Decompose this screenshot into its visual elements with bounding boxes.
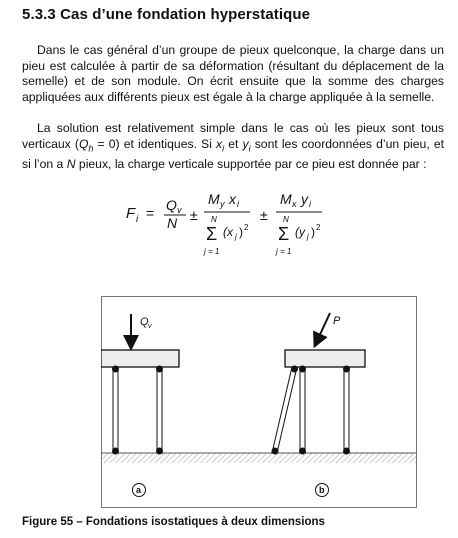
hinge-b-middle-top bbox=[299, 366, 306, 373]
term3-denominator-var: (y bbox=[295, 225, 305, 239]
pile-a-right bbox=[157, 367, 162, 453]
pile-b-middle bbox=[300, 367, 305, 453]
term2-denominator-exp: 2 bbox=[244, 223, 249, 232]
term2-numerator-x: x bbox=[229, 191, 236, 207]
hinge-a-right-top bbox=[156, 366, 163, 373]
term2-denominator-sub: j bbox=[235, 232, 237, 241]
hinge-b-right-bottom bbox=[343, 448, 350, 455]
term1-numerator: Q bbox=[166, 197, 177, 213]
term2-numerator-m-sub: y bbox=[220, 199, 225, 209]
figure-caption: Figure 55 – Fondations isostatiques à deux dimensions bbox=[22, 516, 325, 528]
hinge-a-right-bottom bbox=[156, 448, 163, 455]
hinge-b-right-top bbox=[343, 366, 350, 373]
formula-lhs: F bbox=[126, 205, 136, 222]
term3-numerator-m-sub: x bbox=[292, 199, 297, 209]
term3-sum-lower: j = 1 bbox=[276, 247, 292, 256]
term3-numerator-y-sub: i bbox=[309, 199, 311, 209]
hinge-a-left-top bbox=[112, 366, 119, 373]
hinge-b-inclined-top bbox=[291, 366, 298, 373]
term2-sum-lower: j = 1 bbox=[204, 247, 220, 256]
hinge-b-inclined-bottom bbox=[272, 448, 279, 455]
section-heading: 5.3.3 Cas d’une fondation hyperstatique bbox=[22, 6, 311, 23]
plus-minus-2: ± bbox=[260, 207, 268, 223]
term3-denominator-close: ) bbox=[311, 225, 315, 239]
paragraph-1: Dans le cas général d’un groupe de pieux quelconque, la charge dans un pieu est calculée à partir de sa déformation (résultant du déplacement de la semelle) et de son module. On écrit ensuite que la somme des charges appliquées aux différents pieux est égale à la charge appliquée à la semelle. bbox=[22, 43, 444, 104]
hinge-b-middle-bottom bbox=[299, 448, 306, 455]
load-formula bbox=[126, 188, 366, 264]
pile-cap-a bbox=[101, 350, 179, 367]
term2-denominator-close: ) bbox=[239, 225, 243, 239]
load-label-b: P bbox=[333, 315, 341, 327]
load-label-a: Q bbox=[140, 316, 149, 328]
pile-a-left bbox=[113, 367, 118, 453]
term1-denominator: N bbox=[167, 215, 178, 231]
term3-denominator-sub: j bbox=[307, 232, 309, 241]
term3-numerator-y: y bbox=[301, 191, 308, 207]
term2-numerator-x-sub: i bbox=[237, 199, 239, 209]
term3-numerator-m: M bbox=[280, 191, 292, 207]
pile-cap-b bbox=[285, 350, 365, 367]
plus-minus-1: ± bbox=[190, 207, 198, 223]
hinge-a-left-bottom bbox=[112, 448, 119, 455]
foundation-figure bbox=[101, 296, 417, 508]
term2-sum-upper: N bbox=[211, 215, 217, 224]
term1-numerator-sub: v bbox=[177, 205, 182, 215]
term2-numerator-m: M bbox=[208, 191, 220, 207]
paragraph-2: La solution est relativement simple dans le cas où les pieux sont tous verticaux $(Q_h = 0)$ et identiques. Si $x_i$ et $y_i$ sont les coordonnées d’un pieu, et si l’on a N pieux, la charge verticale supportée par ce pieu est donnée par : bbox=[22, 121, 444, 171]
term2-denominator-var: (x bbox=[223, 225, 233, 239]
label-a: a bbox=[136, 485, 142, 495]
term3-sigma: Σ bbox=[278, 224, 290, 244]
ground-hatch bbox=[101, 453, 417, 463]
label-b: b bbox=[319, 485, 325, 495]
formula-equals: = bbox=[146, 205, 155, 221]
pile-b-right bbox=[344, 367, 349, 453]
term3-denominator-exp: 2 bbox=[316, 223, 321, 232]
term3-sum-upper: N bbox=[283, 215, 289, 224]
formula-lhs-sub: i bbox=[136, 214, 139, 225]
load-label-a-sub: v bbox=[148, 323, 152, 330]
term2-sigma: Σ bbox=[206, 224, 218, 244]
